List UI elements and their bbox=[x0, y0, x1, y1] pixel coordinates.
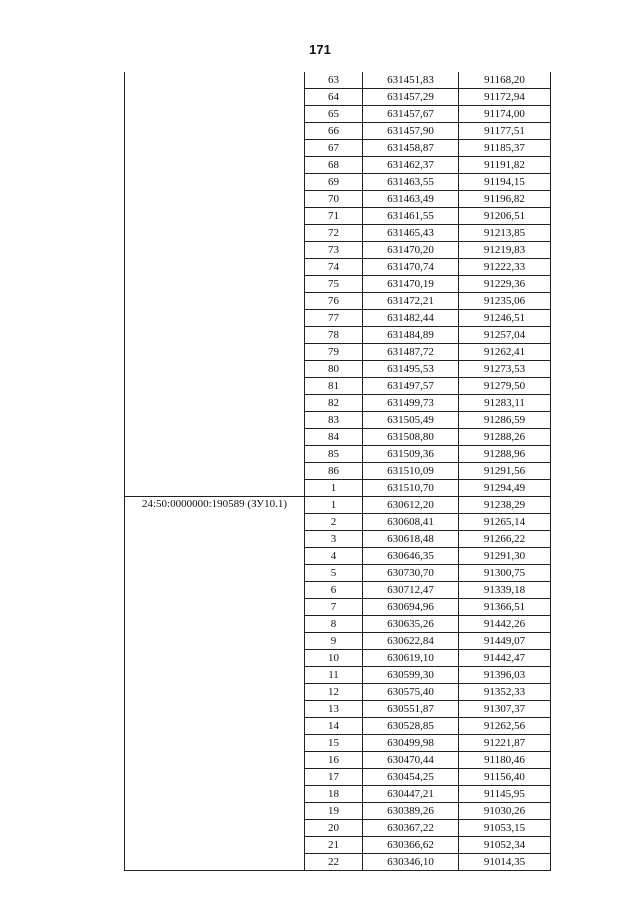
y-coordinate-cell: 91273,53 bbox=[459, 361, 551, 378]
x-coordinate-cell: 630575,40 bbox=[363, 684, 459, 701]
y-coordinate-cell: 91229,36 bbox=[459, 276, 551, 293]
y-coordinate-cell: 91279,50 bbox=[459, 378, 551, 395]
x-coordinate-cell: 630635,26 bbox=[363, 616, 459, 633]
point-number-cell: 82 bbox=[305, 395, 363, 412]
x-coordinate-cell: 630622,84 bbox=[363, 633, 459, 650]
x-coordinate-cell: 630619,10 bbox=[363, 650, 459, 667]
point-number-cell: 81 bbox=[305, 378, 363, 395]
y-coordinate-cell: 91442,47 bbox=[459, 650, 551, 667]
y-coordinate-cell: 91185,37 bbox=[459, 140, 551, 157]
y-coordinate-cell: 91396,03 bbox=[459, 667, 551, 684]
y-coordinate-cell: 91194,15 bbox=[459, 174, 551, 191]
x-coordinate-cell: 631463,49 bbox=[363, 191, 459, 208]
y-coordinate-cell: 91174,00 bbox=[459, 106, 551, 123]
y-coordinate-cell: 91053,15 bbox=[459, 820, 551, 837]
point-number-cell: 68 bbox=[305, 157, 363, 174]
x-coordinate-cell: 631487,72 bbox=[363, 344, 459, 361]
page-number: 171 bbox=[309, 42, 331, 57]
y-coordinate-cell: 91288,96 bbox=[459, 446, 551, 463]
x-coordinate-cell: 631457,90 bbox=[363, 123, 459, 140]
x-coordinate-cell: 631509,36 bbox=[363, 446, 459, 463]
point-number-cell: 7 bbox=[305, 599, 363, 616]
point-number-cell: 21 bbox=[305, 837, 363, 854]
x-coordinate-cell: 631472,21 bbox=[363, 293, 459, 310]
point-number-cell: 6 bbox=[305, 582, 363, 599]
y-coordinate-cell: 91030,26 bbox=[459, 803, 551, 820]
x-coordinate-cell: 630389,26 bbox=[363, 803, 459, 820]
y-coordinate-cell: 91265,14 bbox=[459, 514, 551, 531]
point-number-cell: 11 bbox=[305, 667, 363, 684]
point-number-cell: 4 bbox=[305, 548, 363, 565]
y-coordinate-cell: 91168,20 bbox=[459, 72, 551, 89]
y-coordinate-cell: 91219,83 bbox=[459, 242, 551, 259]
point-number-cell: 19 bbox=[305, 803, 363, 820]
point-number-cell: 69 bbox=[305, 174, 363, 191]
y-coordinate-cell: 91352,33 bbox=[459, 684, 551, 701]
x-coordinate-cell: 630646,35 bbox=[363, 548, 459, 565]
y-coordinate-cell: 91235,06 bbox=[459, 293, 551, 310]
x-coordinate-cell: 630618,48 bbox=[363, 531, 459, 548]
table-row bbox=[125, 497, 551, 514]
y-coordinate-cell: 91339,18 bbox=[459, 582, 551, 599]
y-coordinate-cell: 91177,51 bbox=[459, 123, 551, 140]
parcel-label-cell bbox=[125, 72, 305, 497]
x-coordinate-cell: 630470,44 bbox=[363, 752, 459, 769]
point-number-cell: 14 bbox=[305, 718, 363, 735]
y-coordinate-cell: 91180,46 bbox=[459, 752, 551, 769]
x-coordinate-cell: 630599,30 bbox=[363, 667, 459, 684]
x-coordinate-cell: 630730,70 bbox=[363, 565, 459, 582]
point-number-cell: 65 bbox=[305, 106, 363, 123]
point-number-cell: 79 bbox=[305, 344, 363, 361]
x-coordinate-cell: 630608,41 bbox=[363, 514, 459, 531]
point-number-cell: 80 bbox=[305, 361, 363, 378]
x-coordinate-cell: 631482,44 bbox=[363, 310, 459, 327]
x-coordinate-cell: 631458,87 bbox=[363, 140, 459, 157]
x-coordinate-cell: 630346,10 bbox=[363, 854, 459, 871]
point-number-cell: 78 bbox=[305, 327, 363, 344]
x-coordinate-cell: 631508,80 bbox=[363, 429, 459, 446]
point-number-cell: 85 bbox=[305, 446, 363, 463]
point-number-cell: 74 bbox=[305, 259, 363, 276]
point-number-cell: 73 bbox=[305, 242, 363, 259]
x-coordinate-cell: 631451,83 bbox=[363, 72, 459, 89]
point-number-cell: 18 bbox=[305, 786, 363, 803]
point-number-cell: 16 bbox=[305, 752, 363, 769]
point-number-cell: 5 bbox=[305, 565, 363, 582]
y-coordinate-cell: 91266,22 bbox=[459, 531, 551, 548]
point-number-cell: 67 bbox=[305, 140, 363, 157]
x-coordinate-cell: 630447,21 bbox=[363, 786, 459, 803]
point-number-cell: 72 bbox=[305, 225, 363, 242]
y-coordinate-cell: 91206,51 bbox=[459, 208, 551, 225]
point-number-cell: 71 bbox=[305, 208, 363, 225]
x-coordinate-cell: 630366,62 bbox=[363, 837, 459, 854]
point-number-cell: 84 bbox=[305, 429, 363, 446]
point-number-cell: 77 bbox=[305, 310, 363, 327]
point-number-cell: 20 bbox=[305, 820, 363, 837]
x-coordinate-cell: 631462,37 bbox=[363, 157, 459, 174]
point-number-cell: 15 bbox=[305, 735, 363, 752]
y-coordinate-cell: 91014,35 bbox=[459, 854, 551, 871]
point-number-cell: 66 bbox=[305, 123, 363, 140]
y-coordinate-cell: 91052,34 bbox=[459, 837, 551, 854]
point-number-cell: 76 bbox=[305, 293, 363, 310]
point-number-cell: 3 bbox=[305, 531, 363, 548]
point-number-cell: 8 bbox=[305, 616, 363, 633]
y-coordinate-cell: 91222,33 bbox=[459, 259, 551, 276]
y-coordinate-cell: 91221,87 bbox=[459, 735, 551, 752]
y-coordinate-cell: 91246,51 bbox=[459, 310, 551, 327]
y-coordinate-cell: 91262,56 bbox=[459, 718, 551, 735]
y-coordinate-cell: 91294,49 bbox=[459, 480, 551, 497]
x-coordinate-cell: 630528,85 bbox=[363, 718, 459, 735]
y-coordinate-cell: 91213,85 bbox=[459, 225, 551, 242]
y-coordinate-cell: 91291,30 bbox=[459, 548, 551, 565]
coordinates-table bbox=[124, 72, 551, 871]
x-coordinate-cell: 631497,57 bbox=[363, 378, 459, 395]
table-row bbox=[125, 72, 551, 89]
y-coordinate-cell: 91172,94 bbox=[459, 89, 551, 106]
point-number-cell: 12 bbox=[305, 684, 363, 701]
y-coordinate-cell: 91286,59 bbox=[459, 412, 551, 429]
point-number-cell: 63 bbox=[305, 72, 363, 89]
y-coordinate-cell: 91145,95 bbox=[459, 786, 551, 803]
point-number-cell: 17 bbox=[305, 769, 363, 786]
y-coordinate-cell: 91257,04 bbox=[459, 327, 551, 344]
x-coordinate-cell: 630551,87 bbox=[363, 701, 459, 718]
y-coordinate-cell: 91291,56 bbox=[459, 463, 551, 480]
y-coordinate-cell: 91262,41 bbox=[459, 344, 551, 361]
point-number-cell: 70 bbox=[305, 191, 363, 208]
y-coordinate-cell: 91196,82 bbox=[459, 191, 551, 208]
y-coordinate-cell: 91283,11 bbox=[459, 395, 551, 412]
point-number-cell: 64 bbox=[305, 89, 363, 106]
point-number-cell: 75 bbox=[305, 276, 363, 293]
x-coordinate-cell: 631457,67 bbox=[363, 106, 459, 123]
point-number-cell: 1 bbox=[305, 480, 363, 497]
x-coordinate-cell: 631470,20 bbox=[363, 242, 459, 259]
x-coordinate-cell: 631461,55 bbox=[363, 208, 459, 225]
y-coordinate-cell: 91238,29 bbox=[459, 497, 551, 514]
x-coordinate-cell: 631505,49 bbox=[363, 412, 459, 429]
x-coordinate-cell: 630454,25 bbox=[363, 769, 459, 786]
parcel-label-cell: 24:50:0000000:190589 (ЗУ10.1) bbox=[125, 497, 305, 871]
y-coordinate-cell: 91366,51 bbox=[459, 599, 551, 616]
x-coordinate-cell: 630612,20 bbox=[363, 497, 459, 514]
x-coordinate-cell: 631510,70 bbox=[363, 480, 459, 497]
y-coordinate-cell: 91288,26 bbox=[459, 429, 551, 446]
y-coordinate-cell: 91191,82 bbox=[459, 157, 551, 174]
y-coordinate-cell: 91307,37 bbox=[459, 701, 551, 718]
point-number-cell: 86 bbox=[305, 463, 363, 480]
x-coordinate-cell: 630694,96 bbox=[363, 599, 459, 616]
y-coordinate-cell: 91300,75 bbox=[459, 565, 551, 582]
point-number-cell: 83 bbox=[305, 412, 363, 429]
point-number-cell: 2 bbox=[305, 514, 363, 531]
y-coordinate-cell: 91442,26 bbox=[459, 616, 551, 633]
x-coordinate-cell: 631499,73 bbox=[363, 395, 459, 412]
x-coordinate-cell: 631457,29 bbox=[363, 89, 459, 106]
y-coordinate-cell: 91156,40 bbox=[459, 769, 551, 786]
point-number-cell: 13 bbox=[305, 701, 363, 718]
x-coordinate-cell: 631510,09 bbox=[363, 463, 459, 480]
x-coordinate-cell: 630712,47 bbox=[363, 582, 459, 599]
x-coordinate-cell: 631470,19 bbox=[363, 276, 459, 293]
x-coordinate-cell: 631463,55 bbox=[363, 174, 459, 191]
x-coordinate-cell: 630499,98 bbox=[363, 735, 459, 752]
point-number-cell: 1 bbox=[305, 497, 363, 514]
point-number-cell: 9 bbox=[305, 633, 363, 650]
point-number-cell: 10 bbox=[305, 650, 363, 667]
point-number-cell: 22 bbox=[305, 854, 363, 871]
x-coordinate-cell: 631484,89 bbox=[363, 327, 459, 344]
x-coordinate-cell: 630367,22 bbox=[363, 820, 459, 837]
x-coordinate-cell: 631470,74 bbox=[363, 259, 459, 276]
x-coordinate-cell: 631465,43 bbox=[363, 225, 459, 242]
x-coordinate-cell: 631495,53 bbox=[363, 361, 459, 378]
y-coordinate-cell: 91449,07 bbox=[459, 633, 551, 650]
